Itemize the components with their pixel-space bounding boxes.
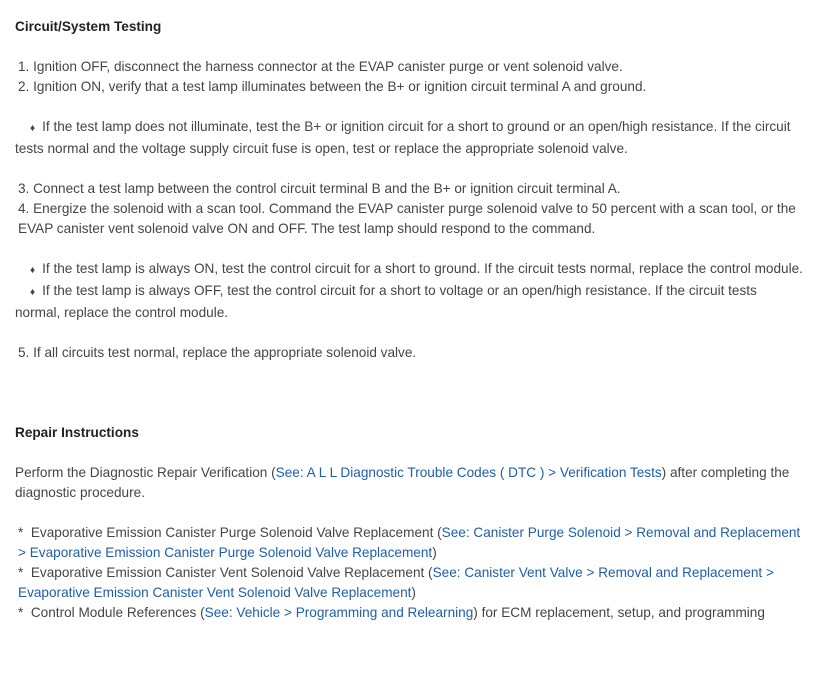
asterisk-bullet: * (18, 525, 24, 540)
bullet-item (15, 281, 805, 323)
step-4: 4. Energize the solenoid with a scan tool. Command the EVAP canister purge solenoid valve to 50 percent with a scan tool, or the EVAP canister vent solenoid valve ON and OFF. The test lamp should respond to the command. (18, 201, 796, 236)
text: Control Module References ( (30, 605, 205, 620)
text: ) for ECM replacement, setup, and programming (473, 605, 765, 620)
asterisk-bullet: * (18, 565, 24, 580)
diamond-bullet-icon: ♦ (30, 287, 36, 298)
asterisk-bullet: * (18, 605, 24, 620)
bullet-item (15, 117, 805, 159)
repair-item-purge (15, 523, 805, 563)
text: Perform the Diagnostic Repair Verification ( (15, 465, 276, 480)
repair-item-control-module (15, 603, 805, 623)
text: ) (411, 585, 416, 600)
bullet-text: If the test lamp is always ON, test the control circuit for a short to ground. If the circuit tests normal, replace the control module. (42, 261, 803, 276)
document-body (15, 17, 805, 623)
bullet-text: If the test lamp is always OFF, test the control circuit for a short to voltage or an open/high resistance. If the circuit tests normal, replace the control module. (15, 283, 757, 320)
bullet-item (15, 259, 805, 281)
repair-item-vent (15, 563, 805, 603)
step-1: 1. Ignition OFF, disconnect the harness connector at the EVAP canister purge or vent solenoid valve. (18, 59, 623, 74)
step-3: 3. Connect a test lamp between the control circuit terminal B and the B+ or ignition circuit terminal A. (18, 181, 621, 196)
text: Evaporative Emission Canister Vent Solenoid Valve Replacement ( (30, 565, 433, 580)
step-5: 5. If all circuits test normal, replace the appropriate solenoid valve. (18, 345, 417, 360)
circuit-testing-heading: Circuit/System Testing (15, 19, 162, 34)
text: ) (432, 545, 437, 560)
purge-valve-replacement-link[interactable]: See: Canister Purge Solenoid > Removal and Replacement > Evaporative Emission Canister Purge Solenoid Valve Replacement (18, 525, 801, 560)
diamond-bullet-icon: ♦ (30, 265, 36, 276)
step-2: 2. Ignition ON, verify that a test lamp illuminates between the B+ or ignition circuit terminal A and ground. (18, 79, 647, 94)
vent-valve-replacement-link[interactable]: See: Canister Vent Valve > Removal and Replacement > Evaporative Emission Canister Vent Solenoid Valve Replacement (18, 565, 774, 600)
text: Evaporative Emission Canister Purge Solenoid Valve Replacement ( (30, 525, 442, 540)
bullet-text: If the test lamp does not illuminate, test the B+ or ignition circuit for a short to ground or an open/high resistance. If the circuit tests normal and the voltage supply circuit fuse is open, test or replace the appropriate solenoid valve. (15, 119, 791, 156)
repair-instructions-heading: Repair Instructions (15, 425, 139, 440)
verification-text (15, 463, 805, 503)
text: ) after completing the diagnostic procedure. (15, 465, 790, 500)
verification-tests-link[interactable]: See: A L L Diagnostic Trouble Codes ( DTC ) > Verification Tests (275, 465, 662, 480)
diamond-bullet-icon: ♦ (30, 123, 36, 134)
programming-relearning-link[interactable]: See: Vehicle > Programming and Relearning (204, 605, 474, 620)
